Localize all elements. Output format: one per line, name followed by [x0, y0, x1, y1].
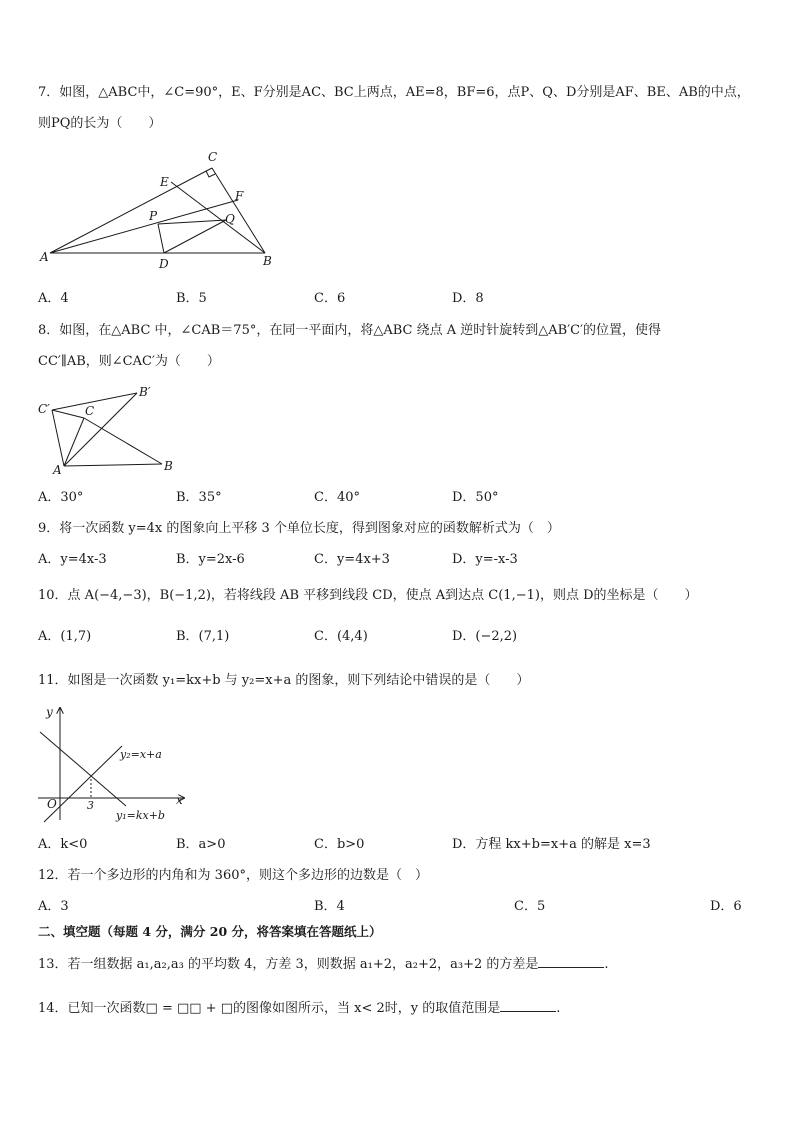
q13-text: 13．若一组数据 a₁,a₂,a₃ 的平均数 4，方差 3，则数据 a₁+2，a₂+2，a₃+2 的方差是 — [38, 957, 539, 972]
q10-stem: 10．点 A(−4,−3)，B(−1,2)，若将线段 AB 平移到线段 CD，使点 A到达点 C(1,−1)，则点 D的坐标是（ ） — [38, 588, 698, 603]
q9-option-b: B．y=2x-6 — [176, 552, 245, 567]
q11-label-y2: y₂=x+a — [120, 748, 162, 761]
q7-option-c: C．6 — [314, 291, 346, 306]
q11-option-c: C．b>0 — [314, 837, 365, 852]
q7-stem-line2: 则PQ的长为（ ） — [38, 116, 162, 131]
q7-label-C: C — [208, 150, 218, 164]
q8-seg-CA — [64, 418, 84, 466]
q14-stem — [38, 999, 560, 1018]
q8-label-B1: B′ — [139, 385, 151, 399]
q11-label-origin: O — [47, 797, 57, 811]
q9-option-c: C．y=4x+3 — [314, 552, 390, 567]
q8-seg-C1B1 — [52, 393, 137, 410]
q12-stem: 12．若一个多边形的内角和为 360°，则这个多边形的边数是（ ） — [38, 868, 428, 883]
q8-figure — [36, 382, 186, 476]
q11-option-a: A．k<0 — [38, 837, 88, 852]
q13-end: . — [604, 957, 609, 972]
q8-seg-AB1 — [64, 393, 137, 466]
q8-option-d: D．50° — [452, 490, 499, 505]
q13-answer-blank[interactable] — [538, 955, 604, 968]
q12-option-c: C．5 — [514, 899, 546, 914]
q11-option-b: B．a>0 — [176, 837, 226, 852]
q7-label-F: F — [235, 189, 244, 203]
q9-stem: 9．将一次函数 y=4x 的图象向上平移 3 个单位长度，得到图象对应的函数解析式为（ ） — [38, 521, 560, 536]
q7-seg-AF — [50, 200, 238, 253]
q11-line-y1 — [40, 732, 126, 806]
q10-option-d: D．(−2,2) — [452, 629, 518, 644]
section-heading-fill-in: 二、填空题（每题 4 分，满分 20 分，将答案填在答题纸上） — [38, 924, 382, 939]
q7-label-A: A — [40, 250, 49, 264]
q7-option-d: D．8 — [452, 291, 484, 306]
q7-stem-line1: 7．如图，△ABC中，∠C=90°，E、F分别是AC、BC上两点，AE=8，BF=6，点P、Q、D分别是AF、BE、AB的中点， — [38, 85, 750, 100]
q11-option-d: D．方程 kx+b=x+a 的解是 x=3 — [452, 837, 651, 852]
q11-label-y1: y₁=kx+b — [116, 809, 165, 822]
q7-label-Q: Q — [225, 212, 235, 226]
q14-end: . — [556, 1001, 561, 1016]
q8-seg-CB — [84, 418, 162, 464]
q7-figure — [36, 148, 286, 273]
q9-option-d: D．y=-x-3 — [452, 552, 518, 567]
q10-option-c: C．(4,4) — [314, 629, 368, 644]
q8-option-a: A．30° — [38, 490, 84, 505]
q7-seg-PQ — [158, 220, 226, 224]
q12-option-b: B．4 — [314, 899, 345, 914]
q7-option-a: A．4 — [38, 291, 69, 306]
q7-label-D: D — [159, 257, 169, 271]
q8-seg-AB — [64, 464, 162, 466]
q11-label-x: x — [176, 793, 183, 807]
q14-text: 14．已知一次函数□ = □□ + □的图像如图所示，当 x< 2时，y 的取值范围是 — [38, 1001, 501, 1016]
q10-option-a: A．(1,7) — [38, 629, 92, 644]
q13-stem — [38, 955, 609, 974]
q8-option-b: B．35° — [176, 490, 222, 505]
q8-label-C: C — [85, 404, 95, 418]
q8-label-B: B — [164, 459, 173, 473]
q8-seg-C1C — [52, 410, 84, 418]
q8-seg-C1A — [52, 410, 64, 466]
q11-stem: 11．如图是一次函数 y₁=kx+b 与 y₂=x+a 的图象，则下列结论中错误的是（ ） — [38, 673, 530, 688]
q9-option-a: A．y=4x-3 — [38, 552, 107, 567]
q7-seg-CB — [212, 168, 265, 253]
q8-stem-line2: CC′∥AB，则∠CAC′为（ ） — [38, 354, 220, 369]
q7-seg-EB — [171, 182, 265, 253]
q12-option-a: A．3 — [38, 899, 69, 914]
q7-option-b: B．5 — [176, 291, 207, 306]
q7-right-angle-mark — [206, 171, 215, 177]
q11-label-y: y — [46, 705, 53, 719]
q11-label-three: 3 — [87, 799, 94, 812]
q14-answer-blank[interactable] — [500, 999, 556, 1012]
q7-seg-PD — [158, 224, 164, 253]
q8-label-A: A — [53, 463, 62, 476]
q11-figure — [36, 702, 196, 830]
q8-label-C1: C′ — [38, 402, 50, 416]
q10-option-b: B．(7,1) — [176, 629, 230, 644]
q7-seg-DQ — [164, 220, 226, 253]
q7-label-P: P — [149, 209, 158, 223]
q8-stem-line1: 8．如图，在△ABC 中，∠CAB＝75°，在同一平面内，将△ABC 绕点 A 逆时针旋转到△AB′C′的位置，使得 — [38, 323, 662, 338]
q8-option-c: C．40° — [314, 490, 360, 505]
q12-option-d: D．6 — [710, 899, 742, 914]
q7-label-E: E — [160, 175, 169, 189]
q7-label-B: B — [263, 254, 272, 268]
